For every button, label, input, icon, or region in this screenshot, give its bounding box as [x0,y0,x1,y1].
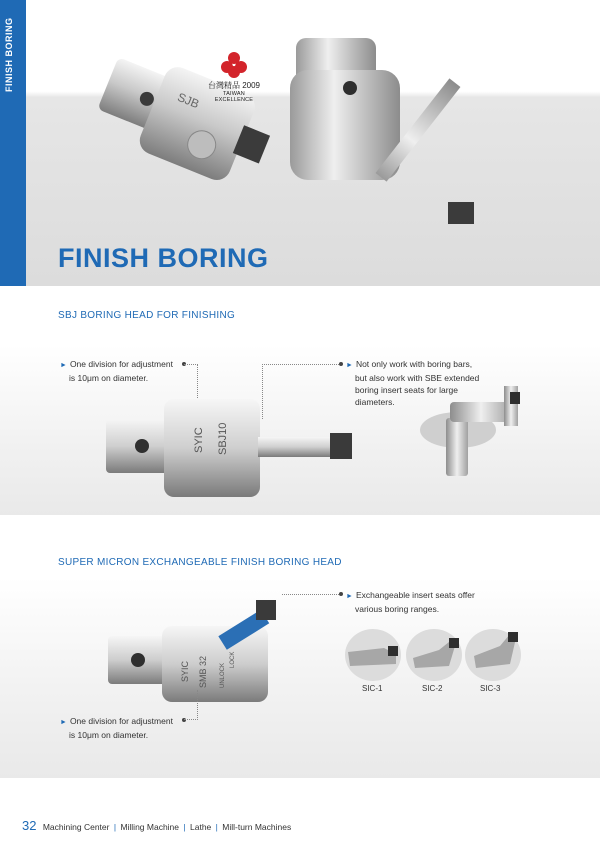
tool-mark-lock: LOCK [230,651,236,668]
smb-note-insert-seats: ► Exchangeable insert seats offer various boring ranges. [346,590,475,614]
section-heading-smb: SUPER MICRON EXCHANGEABLE FINISH BORING HEAD [58,557,342,568]
sbe-insert-seat-image [418,378,528,478]
side-tab-label: FINISH BORING [4,17,14,92]
smb-note-adjustment: ► One division for adjustment is 10μm on diameter. [60,716,173,740]
bullet-triangle-icon: ► [346,593,353,600]
bullet-triangle-icon: ► [346,362,353,369]
tool-mark-model: SBJ10 [217,422,229,455]
footer-item: Mill-turn Machines [222,822,292,832]
sbj-boring-head-image [100,395,360,505]
insert-seat-sic-2-image [405,628,463,682]
footer-separator: | [113,822,117,832]
callout-leader-line [184,690,198,720]
footer-separator: | [183,822,186,832]
tool-mark-syic: SYIC [180,660,190,682]
award-mark-icon [221,52,247,78]
seat-caption-sic-1: SIC-1 [362,684,383,693]
seat-caption-sic-2: SIC-2 [422,684,443,693]
tool-mark-unlock: UNLOCK [220,662,226,688]
seat-caption-sic-3: SIC-3 [480,684,501,693]
bullet-triangle-icon: ► [60,719,67,726]
page-footer [22,818,291,833]
callout-dot [339,592,343,596]
callout-leader-line [282,594,339,595]
hero-tool-right-image [278,30,498,240]
bullet-triangle-icon: ► [60,362,67,369]
award-subtitle: TAIWAN EXCELLENCE [214,91,254,103]
tool-mark-syic: SYIC [193,427,205,453]
footer-item: Lathe [190,822,212,832]
award-title: 台灣精品 2009 [207,81,261,90]
sbj-note-adjustment: ► One division for adjustment is 10μm on diameter. [60,359,173,383]
footer-item: Machining Center [42,822,110,832]
svg-text:SJB: SJB [175,89,202,112]
section-heading-sbj: SBJ BORING HEAD FOR FINISHING [58,310,236,321]
side-tab [0,0,26,286]
page-title: FINISH BORING [58,243,269,273]
page-number: 32 [22,818,37,833]
taiwan-excellence-logo [205,52,263,103]
callout-dot [339,362,343,366]
insert-seat-sic-1-image [344,628,402,682]
footer-item: Milling Machine [120,822,180,832]
sbj-note-boring-bars: ► Not only work with boring bars, but also work with SBE extended boring insert seats for large diameters. [346,359,480,407]
footer-separator: | [215,822,218,832]
insert-seat-sic-3-image [464,628,522,682]
tool-mark-model: SMB 32 [198,655,208,688]
